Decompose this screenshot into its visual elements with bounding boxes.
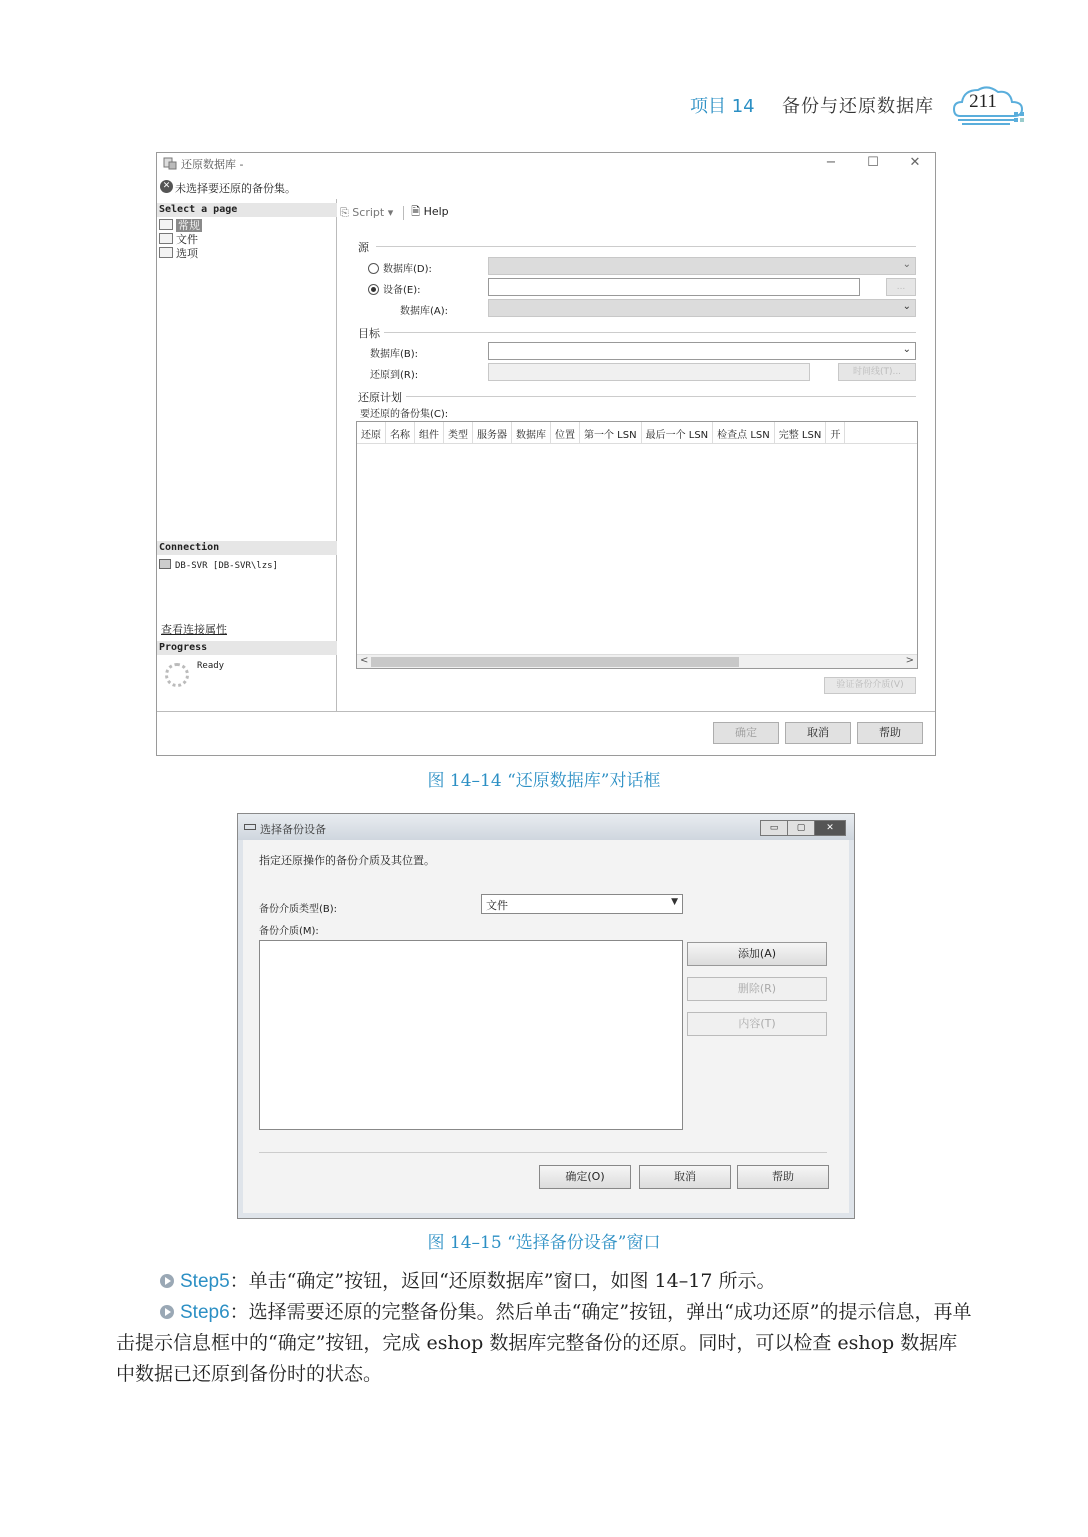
message-bar (157, 177, 935, 197)
contents-button: 内容(T) (687, 1012, 827, 1036)
backup-sets-label: 要还原的备份集(C): (360, 409, 449, 420)
help-button[interactable]: 帮助 (737, 1165, 829, 1189)
script-button[interactable]: ⎘ Script ▾ (340, 205, 394, 219)
grid-column-header[interactable]: 名称 (386, 422, 415, 443)
divider (406, 396, 916, 397)
grid-column-header[interactable]: 位置 (551, 422, 580, 443)
chevron-down-icon: ⌄ (902, 344, 911, 355)
add-button[interactable]: 添加(A) (687, 942, 827, 966)
grid-column-header[interactable]: 组件 (415, 422, 444, 443)
step-label: Step5 (180, 1271, 230, 1292)
dest-database-select[interactable] (488, 342, 916, 360)
window-icon (244, 824, 256, 830)
step6-paragraph (116, 1297, 976, 1390)
close-button[interactable]: ✕ (909, 155, 921, 170)
view-connection-properties-link[interactable]: 查看连接属性 (161, 623, 227, 636)
ok-button[interactable]: 确定(O) (539, 1165, 631, 1189)
dialog-footer (157, 711, 935, 755)
divider (384, 332, 916, 333)
database-radio[interactable]: 数据库(D): (368, 260, 432, 275)
figure-caption: 图 14–14 “还原数据库”对话框 (427, 771, 661, 791)
minimize-button[interactable]: − (825, 155, 837, 170)
page-files[interactable]: 文件 (159, 233, 198, 247)
close-button[interactable]: ✕ (814, 820, 846, 836)
media-type-label: 备份介质类型(B): (259, 904, 338, 915)
project-label: 项目 14 (690, 96, 755, 117)
timeline-button: 时间线(T)... (838, 363, 916, 381)
select-backup-devices-dialog (237, 813, 855, 1219)
verify-media-button: 验证备份介质(V) (824, 677, 916, 694)
device-radio[interactable]: 设备(E): (368, 281, 421, 296)
source-group-label: 源 (358, 241, 369, 254)
title-bar (157, 153, 935, 173)
scroll-left-icon[interactable]: < (360, 655, 369, 666)
chevron-down-icon: ⌄ (902, 301, 911, 312)
connection-info (159, 559, 278, 571)
page-number: 211 (969, 91, 997, 112)
step-label: Step6 (180, 1302, 230, 1323)
left-panel (157, 199, 337, 711)
plan-group-label: 还原计划 (358, 391, 402, 404)
cancel-button[interactable]: 取消 (639, 1165, 731, 1189)
maximize-button[interactable]: ☐ (867, 155, 879, 170)
figure-caption: 图 14–15 “选择备份设备”窗口 (427, 1233, 661, 1253)
database-app-icon (163, 156, 177, 170)
remove-button: 删除(R) (687, 977, 827, 1001)
browse-button[interactable]: ... (886, 278, 916, 296)
message-text: 未选择要还原的备份集。 (175, 182, 296, 195)
help-toolbar-button[interactable]: 🗎 Help (411, 205, 449, 218)
device-database-select (488, 299, 916, 317)
toolbar (340, 203, 455, 221)
grid-column-header[interactable]: 还原 (357, 422, 386, 443)
toolbar-separator (403, 206, 404, 220)
grid-column-header[interactable]: 检查点 LSN (713, 422, 775, 443)
grid-header (357, 422, 917, 444)
script-icon: ⎘ (340, 205, 353, 219)
dest-database-label: 数据库(B): (370, 349, 419, 360)
dropdown-arrow-icon: ▼ (671, 897, 678, 907)
step-text: ：单击“确定”按钮，返回“还原数据库”窗口，如图 14–17 所示。 (229, 1270, 776, 1292)
progress-header: Progress (157, 641, 337, 655)
scrollbar-thumb[interactable] (371, 657, 739, 667)
dialog-body (243, 840, 849, 1213)
grid-column-header[interactable]: 类型 (444, 422, 473, 443)
page-icon (159, 219, 173, 230)
select-page-header: Select a page (157, 203, 337, 217)
device-input[interactable] (488, 278, 860, 296)
source-database-select (488, 257, 916, 275)
horizontal-scrollbar[interactable] (357, 654, 917, 668)
scroll-right-icon[interactable]: > (905, 655, 914, 666)
grid-column-header[interactable]: 最后一个 LSN (642, 422, 714, 443)
backup-sets-grid[interactable] (356, 421, 918, 669)
instruction-text: 指定还原操作的备份介质及其位置。 (259, 854, 435, 867)
grid-column-header[interactable]: 开 (826, 422, 845, 443)
connection-header: Connection (157, 541, 337, 555)
page-icon (159, 233, 173, 244)
window-title: 选择备份设备 (260, 823, 326, 836)
grid-column-header[interactable]: 服务器 (473, 422, 512, 443)
cancel-button[interactable]: 取消 (785, 722, 851, 744)
backup-media-list[interactable] (259, 940, 683, 1130)
step-text: ：选择需要还原的完整备份集。然后单击“确定”按钮，弹出“成功还原”的提示信息，再单击提示信息框中的“确定”按钮，完成 eshop 数据库完整备份的还原。同时，可以检查 eshop 数据库中数据已还原到备份时的状态。 (116, 1301, 972, 1385)
window-controls (761, 820, 846, 836)
running-header (0, 88, 1088, 128)
media-type-value: 文件 (486, 899, 508, 912)
chapter-title: 备份与还原数据库 (782, 96, 934, 117)
minimize-button[interactable]: ▭ (760, 820, 788, 836)
destination-group-label: 目标 (358, 327, 380, 340)
maximize-button[interactable]: ▢ (787, 820, 815, 836)
progress-spinner-icon (165, 663, 189, 687)
page-general[interactable]: 常规 (159, 219, 202, 233)
chevron-down-icon: ⌄ (902, 259, 911, 270)
connection-value: DB-SVR [DB-SVR\lzs] (175, 561, 278, 571)
page-icon (159, 247, 173, 258)
step5-paragraph (116, 1266, 976, 1297)
help-icon: 🗎 (411, 205, 424, 218)
general-page (338, 199, 935, 711)
restore-to-label: 还原到(R): (370, 370, 419, 381)
error-icon: ✕ (160, 180, 173, 193)
server-icon (159, 559, 171, 569)
help-button[interactable]: 帮助 (857, 722, 923, 744)
restore-to-input (488, 363, 810, 381)
ok-button[interactable]: 确定 (713, 722, 779, 744)
media-type-select[interactable] (481, 894, 683, 914)
divider (259, 1152, 827, 1153)
step-bullet-icon (160, 1305, 174, 1319)
divider (376, 246, 916, 247)
database-field-label: 数据库(A): (400, 306, 449, 317)
grid-column-header[interactable]: 第一个 LSN (580, 422, 642, 443)
grid-column-header[interactable]: 数据库 (512, 422, 551, 443)
progress-status: Ready (197, 661, 225, 671)
restore-database-dialog (156, 152, 936, 756)
window-title: 还原数据库 - (181, 158, 244, 171)
title-bar (238, 814, 854, 840)
page-options[interactable]: 选项 (159, 247, 198, 261)
media-label: 备份介质(M): (259, 926, 319, 937)
step-bullet-icon (160, 1274, 174, 1288)
grid-column-header[interactable]: 完整 LSN (775, 422, 827, 443)
